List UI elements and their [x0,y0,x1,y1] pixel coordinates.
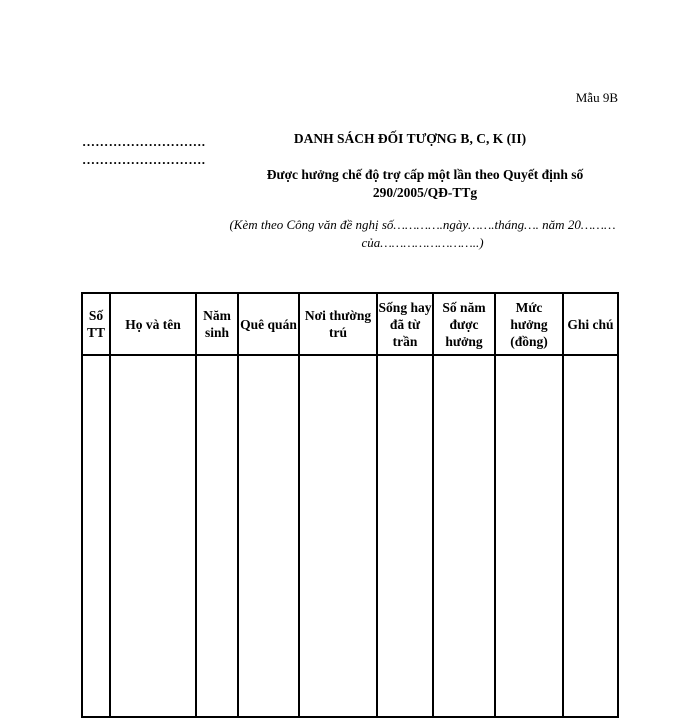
document-subtitle: Được hưởng chế độ trợ cấp một lần theo Quyết định số 290/2005/QĐ-TTg [266,167,584,200]
column-header-benefit-amount: Mức hưởng (đồng) [495,293,563,355]
agency-name-line-2: ………………………. [82,152,206,167]
column-header-years-eligible: Số năm được hưởng [433,293,495,355]
column-header-stt: Số TT [82,293,110,355]
table-cell[interactable] [433,355,495,717]
attachment-note: (Kèm theo Công văn đề nghị số………….ngày…….tháng…. năm 20………của……………………..) [229,217,616,250]
column-header-birth-year: Năm sinh [196,293,238,355]
column-header-residence: Nơi thường trú [299,293,377,355]
column-header-alive-or-deceased: Sống hay đã từ trần [377,293,433,355]
table-header-row [82,293,618,355]
table-cell[interactable] [563,355,618,717]
table-cell[interactable] [238,355,299,717]
table-cell[interactable] [495,355,563,717]
form-code: Mẫu 9B [575,90,618,105]
agency-name-line: ………………………. [82,134,206,149]
table-cell[interactable] [377,355,433,717]
table-cell[interactable] [196,355,238,717]
column-header-full-name: Họ và tên [110,293,196,355]
table-row [82,355,618,717]
column-header-hometown: Quê quán [238,293,299,355]
table-cell[interactable] [110,355,196,717]
beneficiary-table [81,292,619,718]
document-title: DANH SÁCH ĐỐI TƯỢNG B, C, K (II) [293,131,527,146]
table-cell[interactable] [299,355,377,717]
table-cell[interactable] [82,355,110,717]
column-header-notes: Ghi chú [563,293,618,355]
